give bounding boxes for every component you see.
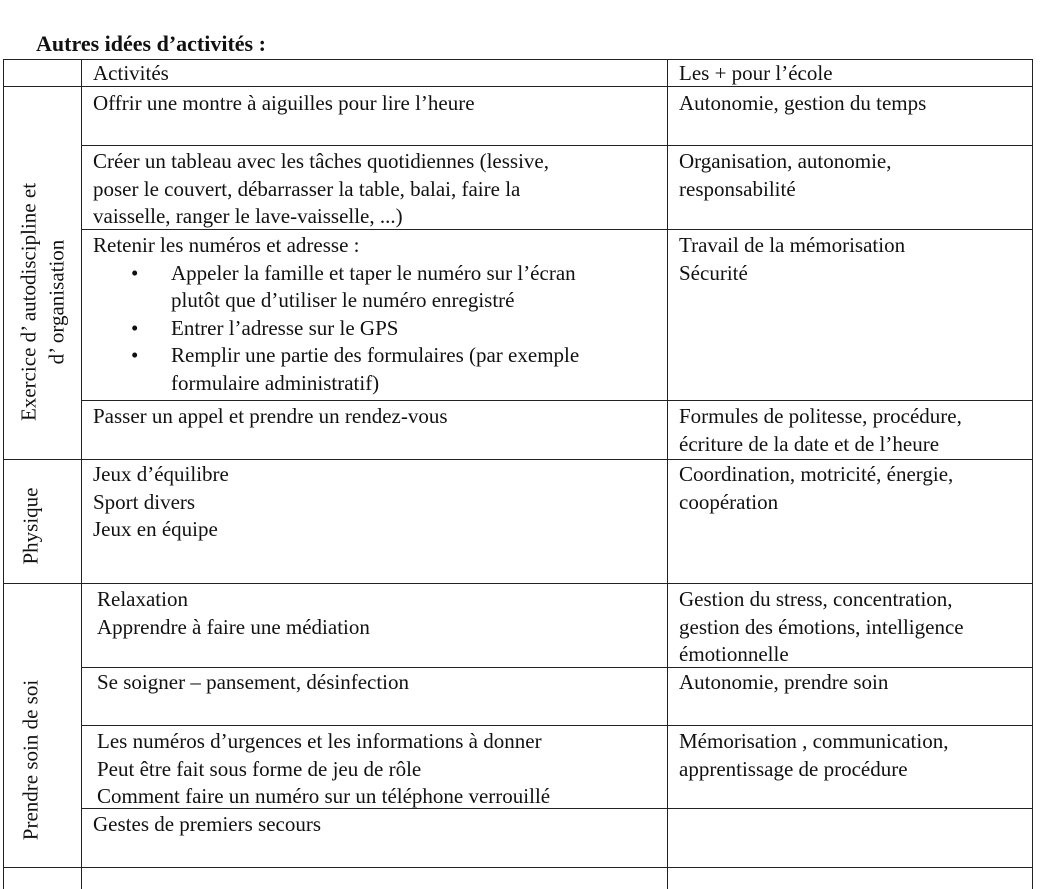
benefit-cell — [679, 232, 905, 287]
activity-cell — [97, 669, 409, 697]
text-line: Sécurité — [679, 260, 748, 285]
header-benefits: Les + pour l’école — [679, 61, 833, 85]
column-divider — [81, 59, 82, 889]
category-line: Physique — [18, 487, 43, 565]
text-line: Gestes de premiers secours — [93, 812, 322, 836]
category-prendre-soin — [17, 680, 45, 840]
text-line: Sport divers — [93, 489, 196, 514]
page-title: Autres idées d’activités : — [36, 31, 266, 56]
section-divider — [3, 459, 1033, 460]
text-line: Organisation, autonomie, — [679, 149, 892, 173]
text-line: Se soigner – pansement, désinfection — [97, 670, 410, 694]
text-line: émotionnelle — [679, 642, 789, 666]
text-line: apprentissage de procédure — [679, 756, 908, 781]
benefit-cell — [679, 90, 926, 118]
text-line: Peut être fait sous forme de jeu de rôle — [97, 756, 422, 781]
text-line: poser le couvert, débarrasser la table, balai, faire la — [93, 176, 521, 201]
benefit-cell — [679, 148, 892, 203]
row-divider — [81, 725, 1033, 726]
header-activities: Activités — [93, 61, 169, 85]
benefit-cell — [679, 669, 888, 697]
activity-cell — [93, 148, 549, 231]
text-line: • Remplir une partie des formulaires (par exemple — [171, 343, 580, 367]
category-autodiscipline — [16, 183, 71, 421]
activity-cell — [93, 811, 321, 839]
text-line: Apprendre à faire une médiation — [97, 614, 370, 639]
text-line: Passer un appel et prendre un rendez-vous — [93, 404, 448, 428]
text-line: Retenir les numéros et adresse : — [93, 233, 360, 257]
category-line: d’ organisation — [44, 239, 68, 365]
bullet-item — [93, 315, 579, 343]
section-divider — [3, 583, 1033, 584]
text-line: Gestion du stress, concentration, — [679, 587, 953, 611]
row-divider — [81, 400, 1033, 401]
activity-cell — [97, 586, 370, 641]
column-divider — [667, 59, 668, 889]
text-line: Créer un tableau avec les tâches quotidiennes (lessive, — [93, 149, 549, 173]
text-line: Offrir une montre à aiguilles pour lire l’heure — [93, 91, 475, 115]
activity-cell — [97, 728, 550, 811]
text-line: Jeux en équipe — [93, 517, 218, 541]
row-divider — [81, 145, 1033, 146]
activity-cell — [93, 90, 475, 118]
bullet-item — [93, 260, 579, 315]
activity-cell — [93, 461, 229, 544]
text-line: Mémorisation , communication, — [679, 729, 949, 753]
text-line: Relaxation — [97, 587, 188, 611]
text-line: Les numéros d’urgences et les informations à donner — [97, 729, 542, 753]
text-line: Autonomie, gestion du temps — [679, 91, 927, 115]
text-line: coopération — [679, 489, 779, 514]
text-line: gestion des émotions, intelligence — [679, 614, 964, 639]
activity-cell — [93, 232, 579, 397]
category-physique — [17, 487, 45, 564]
text-line: Formules de politesse, procédure, — [679, 404, 962, 428]
benefit-cell — [679, 586, 964, 669]
text-line: Autonomie, prendre soin — [679, 670, 889, 694]
text-line: Coordination, motricité, énergie, — [679, 462, 954, 486]
text-line: Travail de la mémorisation — [679, 233, 906, 257]
activity-cell — [93, 403, 448, 431]
category-line: Prendre soin de soi — [18, 679, 43, 841]
benefit-cell — [679, 461, 953, 516]
text-line: formulaire administratif) — [171, 370, 380, 395]
bullet-list — [93, 260, 579, 398]
text-line: plutôt que d’utiliser le numéro enregistré — [171, 288, 515, 312]
text-line: Comment faire un numéro sur un téléphone verrouillé — [97, 784, 551, 808]
text-line: écriture de la date et de l’heure — [679, 431, 940, 456]
benefit-cell — [679, 403, 962, 458]
benefit-cell — [679, 728, 948, 783]
bullet-item — [93, 342, 579, 397]
text-line: vaisselle, ranger le lave-vaisselle, ...) — [93, 204, 403, 228]
text-line: responsabilité — [679, 176, 796, 201]
row-divider — [3, 867, 1033, 868]
text-line: • Entrer l’adresse sur le GPS — [171, 315, 399, 340]
text-line: Jeux d’équilibre — [93, 462, 229, 486]
text-line: • Appeler la famille et taper le numéro sur l’écran — [171, 260, 576, 285]
category-line: Exercice d’ autodiscipline et — [16, 182, 41, 422]
